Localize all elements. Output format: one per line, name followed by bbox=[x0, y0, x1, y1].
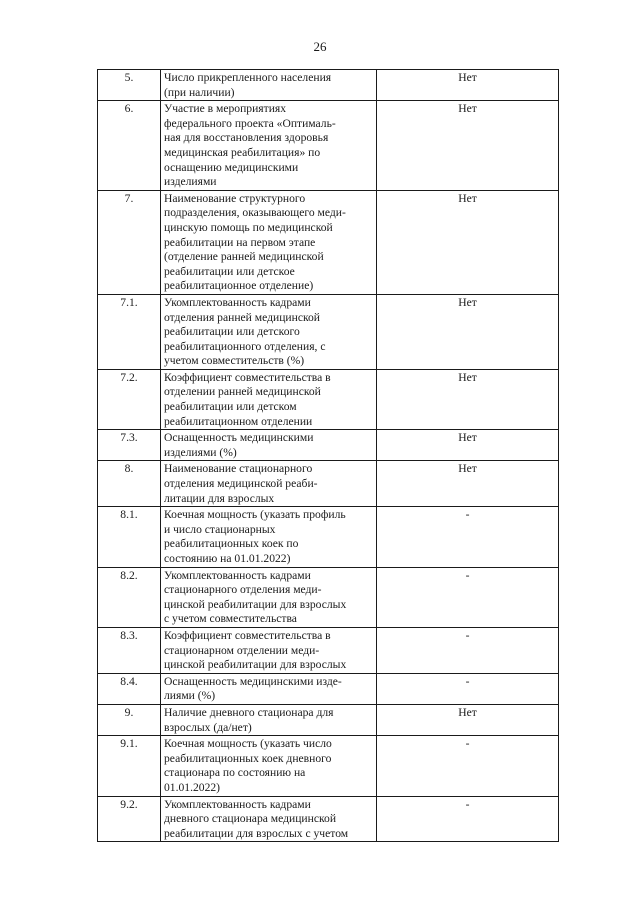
table-row bbox=[98, 704, 559, 735]
row-value: - bbox=[377, 627, 559, 673]
row-value: Нет bbox=[377, 369, 559, 429]
row-value: Нет bbox=[377, 704, 559, 735]
table-row bbox=[98, 673, 559, 704]
row-value: Нет bbox=[377, 430, 559, 461]
row-value: Нет bbox=[377, 294, 559, 369]
row-description-text: Наличие дневного стационара для взрослых (да/нет) bbox=[164, 705, 334, 734]
row-number: 9.2. bbox=[98, 796, 161, 842]
row-description bbox=[161, 294, 377, 369]
row-description-text: Укомплектованность кадрами стационарного отделения меди- цинской реабилитации для взрослых с учетом совместительства bbox=[164, 568, 347, 626]
table-row bbox=[98, 294, 559, 369]
row-number: 7.1. bbox=[98, 294, 161, 369]
table-row bbox=[98, 567, 559, 627]
row-description bbox=[161, 101, 377, 191]
row-number: 9.1. bbox=[98, 736, 161, 796]
row-number: 7. bbox=[98, 190, 161, 294]
row-number: 8.1. bbox=[98, 507, 161, 567]
row-description-text: Наименование структурного подразделения, оказывающего меди- цинскую помощь по медицинской реабилитации на первом этапе (отделение ранней медицинской реабилитации или детское реабилитационное отделение) bbox=[164, 191, 346, 293]
row-value: Нет bbox=[377, 70, 559, 101]
table-row bbox=[98, 796, 559, 842]
row-description bbox=[161, 70, 377, 101]
row-description-text: Оснащенность медицинскими изде- лиями (%) bbox=[164, 674, 342, 703]
row-description-text: Укомплектованность кадрами отделения ранней медицинской реабилитации или детского реабилитационного отделения, с учетом совместительств (%) bbox=[164, 295, 326, 368]
row-number: 6. bbox=[98, 101, 161, 191]
row-description bbox=[161, 673, 377, 704]
row-number: 8.2. bbox=[98, 567, 161, 627]
row-description bbox=[161, 430, 377, 461]
row-description bbox=[161, 796, 377, 842]
table-row bbox=[98, 101, 559, 191]
row-value: - bbox=[377, 507, 559, 567]
page-number: 26 bbox=[313, 39, 327, 54]
row-value: Нет bbox=[377, 101, 559, 191]
table-row bbox=[98, 507, 559, 567]
row-description-text: Коечная мощность (указать профиль и число стационарных реабилитационных коек по состоянию на 01.01.2022) bbox=[164, 508, 346, 565]
table-row bbox=[98, 627, 559, 673]
row-number: 7.3. bbox=[98, 430, 161, 461]
row-description-text: Коэффициент совместительства в стационарном отделении меди- цинской реабилитации для взрослых bbox=[164, 628, 347, 672]
row-description bbox=[161, 704, 377, 735]
table-row bbox=[98, 430, 559, 461]
row-description-text: Коечная мощность (указать число реабилитационных коек дневного стационара по состоянию на 01.01.2022) bbox=[164, 737, 332, 794]
row-value: Нет bbox=[377, 461, 559, 507]
table-row bbox=[98, 190, 559, 294]
row-value: - bbox=[377, 796, 559, 842]
report-table bbox=[97, 69, 559, 842]
row-value: - bbox=[377, 567, 559, 627]
row-value: - bbox=[377, 673, 559, 704]
row-description-text: Число прикрепленного населения (при наличии) bbox=[164, 71, 332, 99]
table-body bbox=[98, 70, 559, 842]
row-number: 8. bbox=[98, 461, 161, 507]
row-description-text: Коэффициент совместительства в отделении ранней медицинской реабилитации или детском реабилитационном отделении bbox=[164, 370, 331, 428]
table-row bbox=[98, 736, 559, 796]
table-row bbox=[98, 70, 559, 101]
table-row bbox=[98, 369, 559, 429]
row-description bbox=[161, 190, 377, 294]
row-description-text: Наименование стационарного отделения медицинской реаби- литации для взрослых bbox=[164, 462, 318, 505]
row-description-text: Оснащенность медицинскими изделиями (%) bbox=[164, 431, 314, 459]
row-description bbox=[161, 369, 377, 429]
row-description-text: Участие в мероприятиях федерального проекта «Оптималь- ная для восстановления здоровья медицинская реабилитация» по оснащению медицинскими изделиями bbox=[164, 102, 336, 189]
row-number: 8.4. bbox=[98, 673, 161, 704]
row-number: 9. bbox=[98, 704, 161, 735]
row-description bbox=[161, 567, 377, 627]
table-row bbox=[98, 461, 559, 507]
row-description bbox=[161, 736, 377, 796]
row-number: 7.2. bbox=[98, 369, 161, 429]
row-value: - bbox=[377, 736, 559, 796]
row-value: Нет bbox=[377, 190, 559, 294]
row-number: 8.3. bbox=[98, 627, 161, 673]
row-description bbox=[161, 627, 377, 673]
row-number: 5. bbox=[98, 70, 161, 101]
row-description-text: Укомплектованность кадрами дневного стационара медицинской реабилитации для взрослых с учетом bbox=[164, 797, 349, 840]
row-description bbox=[161, 461, 377, 507]
row-description bbox=[161, 507, 377, 567]
